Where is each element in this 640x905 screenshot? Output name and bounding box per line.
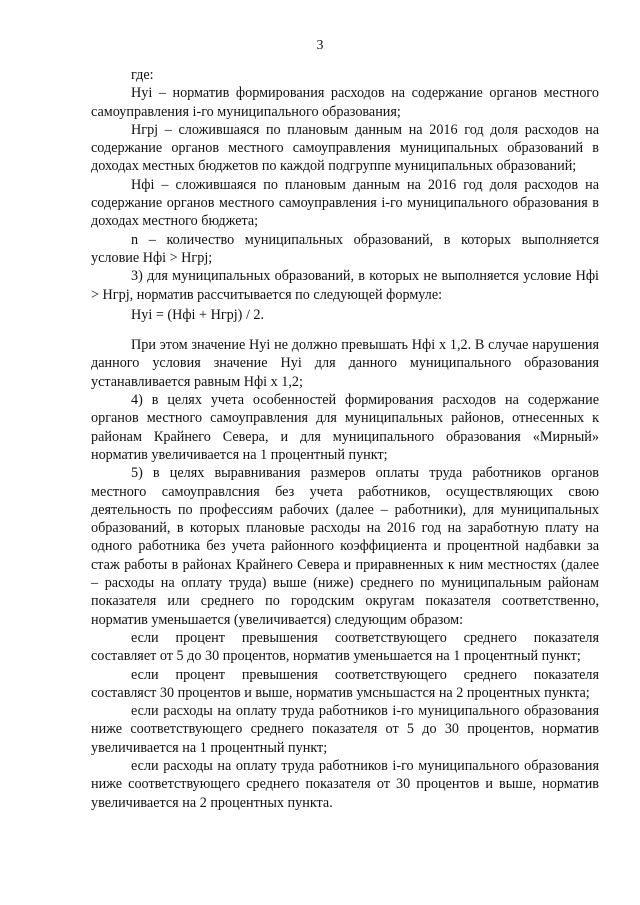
paragraph-case-4: если расходы на оплату труда работников i-го муниципального образования ниже соответствующего среднего показателя от 30 процентов и выше, норматив увеличивается на 2 процентных пункта. (91, 757, 599, 811)
paragraph-item-4: 4) в целях учета особенностей формирования расходов на содержание органов местного самоуправления для муниципальных районов, отнесенных к районам Крайнего Севера, и для муниципального образования «Мирный» норматив увеличивается на 1 процентный пункт; (91, 392, 599, 463)
paragraph-def-nui: Нуi – норматив формирования расходов на содержание органов местного самоуправления i-го муниципального образования; (91, 85, 599, 120)
paragraph-case-2: если процент превышения соответствующего среднего показателя составляст 30 процентов и выше, норматив умсньшастся на 2 процентных пункта; (91, 666, 599, 701)
page-number: 3 (316, 38, 324, 53)
paragraph-item-5: 5) в целях выравнивания размеров оплаты труда работников органов местного самоуправлсния без учета работников, осуществляющих свою деятельность по профессиям рабочих (далее – работники), для муниципальных образований, в которых плановые расходы на 2016 год на заработную плату на одного работника без учета районного коэффициента и процентной надбавки за стаж работы в районах Крайнего Севера и приравненных к ним местностях (далее – расходы на оплату труда) выше (ниже) среднего по муниципальным районам показателя или среднего по городским округам показателя соответственно, норматив уменьшается (увеличивается) следующим образом: (91, 465, 599, 628)
paragraph-def-n: n – количество муниципальных образований, в которых выполняется условие Нфi > Нгрj; (91, 231, 599, 266)
paragraph-case-3: если расходы на оплату труда работников i-го муниципального образования ниже соответствующего среднего показателя от 5 до 30 процентов, норматив увеличивается на 1 процентный пункт; (91, 703, 599, 756)
paragraph-def-ngrj: Нгрj – сложившаяся по плановым данным на 2016 год доля расходов на содержание органов местного самоуправления муниципальных образований в доходах местных бюджетов по каждой подгруппе муниципальных образований; (91, 121, 599, 175)
paragraph-item-3: 3) для муниципальных образований, в которых не выполняется условие Нфi > Нгрj, норматив рассчитывается по следующей формуле: (91, 268, 599, 303)
formula: Нуi = (Нфi + Нгрj) / 2. (131, 306, 265, 323)
paragraph-intro: где: (131, 67, 154, 83)
paragraph-def-nfi: Нфi – сложившаяся по плановым данным на 2016 год доля расходов на содержание органов местного самоуправления i-го муниципального образования в доходах местного бюджета; (91, 176, 599, 230)
document-body (91, 66, 599, 812)
paragraph-limit: При этом значение Нуi не должно превышать Нфi x 1,2. В случае нарушения данного условия значение Нуi для данного муниципального образования устанавливается равным Нфi x 1,2; (91, 337, 599, 390)
paragraph-case-1: если процент превышения соответствующего среднего показателя составляет от 5 до 30 процентов, норматив уменьшается на 1 процентный пункт; (91, 629, 599, 665)
